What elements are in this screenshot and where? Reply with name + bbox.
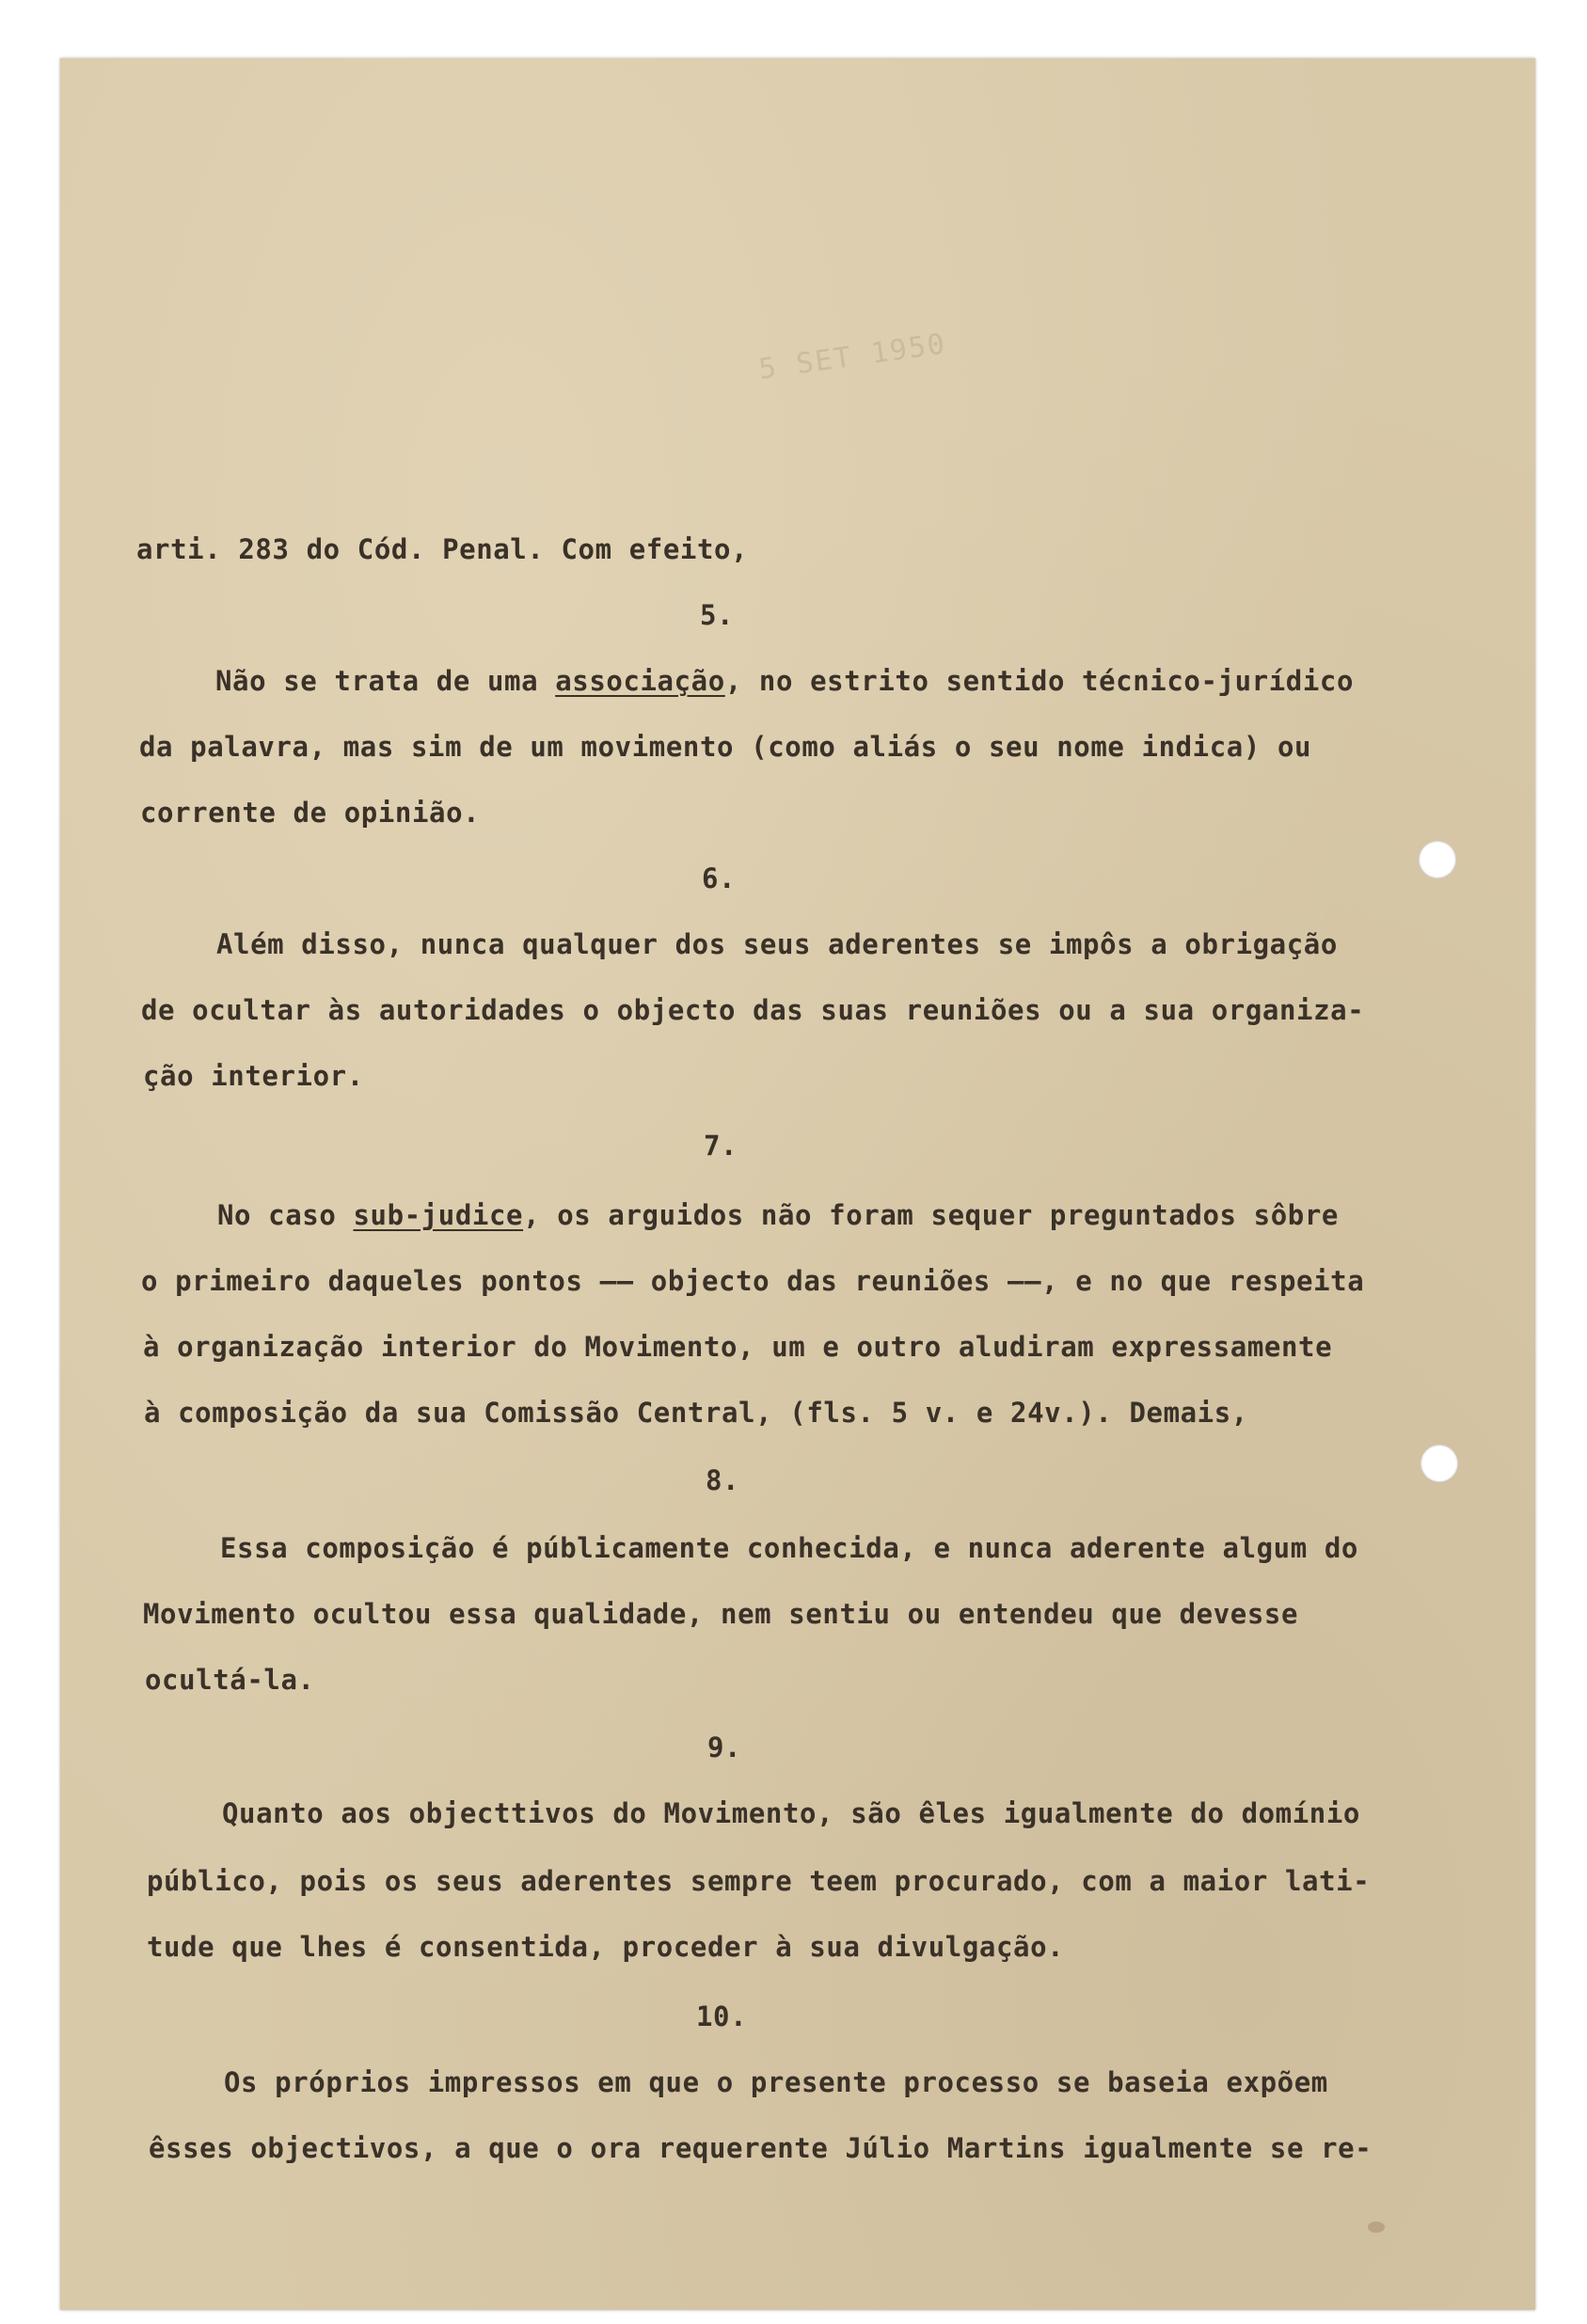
- paragraph-number: 8.: [706, 1464, 740, 1496]
- text-line: público, pois os seus aderentes sempre teem procurado, com a maior lati-: [147, 1865, 1371, 1897]
- text-line: corrente de opinião.: [140, 797, 481, 829]
- text-line: Os próprios impressos em que o presente processo se baseia expõem: [224, 2066, 1328, 2098]
- punch-hole-bottom: [1420, 1445, 1458, 1482]
- text-line: ocultá-la.: [145, 1664, 315, 1696]
- text-line: à organização interior do Movimento, um e outro aludiram expressamente: [143, 1331, 1333, 1363]
- text-fragment: Não se trata de uma: [215, 665, 556, 697]
- faded-date-stamp: 5 SET 1950: [756, 327, 949, 387]
- text-line: [217, 1198, 1339, 1232]
- text-line: êsses objectivos, a que o ora requerente Júlio Martins igualmente se re-: [149, 2132, 1373, 2164]
- text-line: arti. 283 do Cód. Penal. Com efeito,: [136, 533, 749, 565]
- text-line: o primeiro daqueles pontos –– objecto das reuniões ––, e no que respeita: [141, 1265, 1365, 1297]
- underlined-term: associação: [555, 665, 725, 697]
- text-line: tude que lhes é consentida, proceder à sua divulgação.: [147, 1931, 1065, 1963]
- text-line: à composição da sua Comissão Central, (fls. 5 v. e 24v.). Demais,: [144, 1397, 1248, 1429]
- paragraph-number: 5.: [700, 599, 735, 631]
- text-line: ção interior.: [143, 1060, 364, 1092]
- text-fragment: No caso: [217, 1199, 354, 1231]
- paragraph-number: 7.: [704, 1130, 738, 1162]
- paragraph-number: 10.: [696, 2000, 748, 2032]
- text-line: Além disso, nunca qualquer dos seus aderentes se impôs a obrigação: [216, 928, 1338, 960]
- paragraph-number: 9.: [707, 1731, 742, 1763]
- text-line: [215, 664, 1354, 698]
- text-line: de ocultar às autoridades o objecto das suas reuniões ou a sua organiza-: [141, 994, 1365, 1026]
- text-fragment: , os arguidos não foram sequer preguntados sôbre: [523, 1199, 1339, 1231]
- text-line: Quanto aos objecttivos do Movimento, são êles igualmente do domínio: [222, 1797, 1360, 1829]
- text-fragment: , no estrito sentido técnico-jurídico: [724, 665, 1355, 697]
- text-line: Essa composição é públicamente conhecida, e nunca aderente algum do: [220, 1532, 1358, 1564]
- text-line: Movimento ocultou essa qualidade, nem sentiu ou entendeu que devesse: [143, 1598, 1299, 1630]
- ink-smudge: [1368, 2221, 1385, 2233]
- punch-hole-top: [1419, 841, 1456, 878]
- text-line: da palavra, mas sim de um movimento (como aliás o seu nome indica) ou: [139, 731, 1312, 763]
- paragraph-number: 6.: [702, 862, 737, 894]
- document-page: [60, 58, 1535, 2310]
- underlined-term: sub-judice: [353, 1199, 524, 1231]
